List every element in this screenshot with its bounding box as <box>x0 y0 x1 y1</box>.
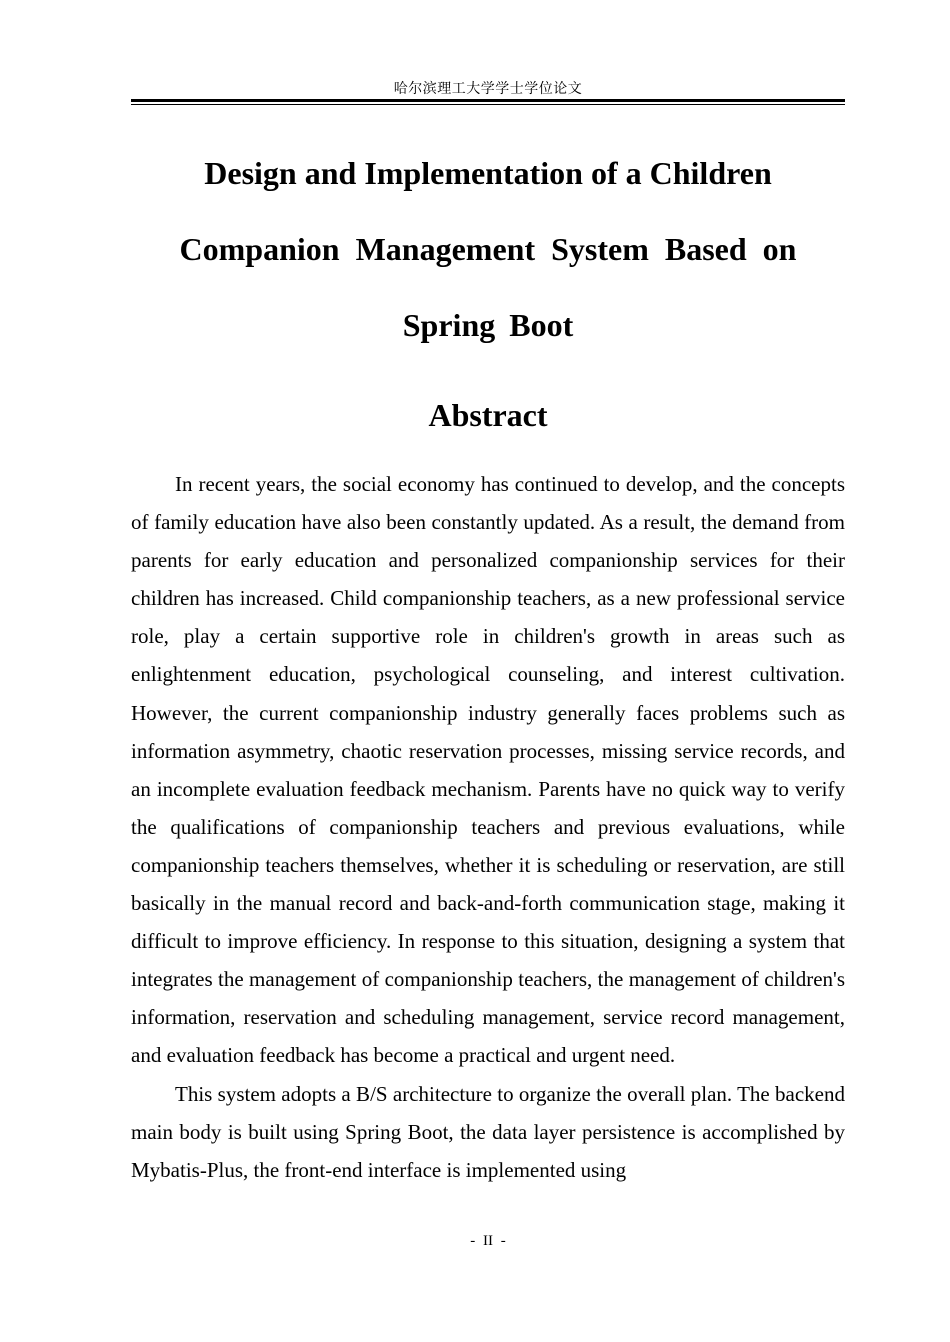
thesis-title-line-3: Spring Boot <box>402 307 574 343</box>
abstract-paragraph-1: In recent years, the social economy has continued to develop, and the concepts of family education have also been constantly updated. As a result, the demand from parents for early education and personalized companionship services for their children has increased. Child companionship teachers, as a new professional service role, play a certain supportive role in children's growth in areas such as enlightenment education, psychological counseling, and interest cultivation. However, the current companionship industry generally faces problems such as information asymmetry, chaotic reservation processes, missing service records, and an incomplete evaluation feedback mechanism. Parents have no quick way to verify the qualifications of companionship teachers and previous evaluations, while companionship teachers themselves, whether it is scheduling or reservation, are still basically in the manual record and back-and-forth communication stage, making it difficult to improve efficiency. In response to this situation, designing a system that integrates the management of companionship teachers, the management of children's information, reservation and scheduling management, service record management, and evaluation feedback has become a practical and urgent need. <box>131 472 845 1068</box>
thesis-title-line-2: Companion Management System Based on <box>179 231 797 267</box>
header-rule-thick <box>131 99 845 102</box>
header-rule-thin <box>131 104 845 105</box>
thesis-title-line-1: Design and Implementation of a Children <box>204 155 772 191</box>
running-header: 哈尔滨理工大学学士学位论文 <box>393 81 583 97</box>
page-number: - II - <box>470 1233 506 1249</box>
abstract-heading: Abstract <box>428 397 548 433</box>
abstract-paragraph-2: This system adopts a B/S architecture to organize the overall plan. The backend main body is built using Spring Boot, the data layer persistence is accomplished by Mybatis-Plus, the front-end interface is implemented using <box>131 1081 845 1182</box>
abstract-body <box>131 465 845 1189</box>
